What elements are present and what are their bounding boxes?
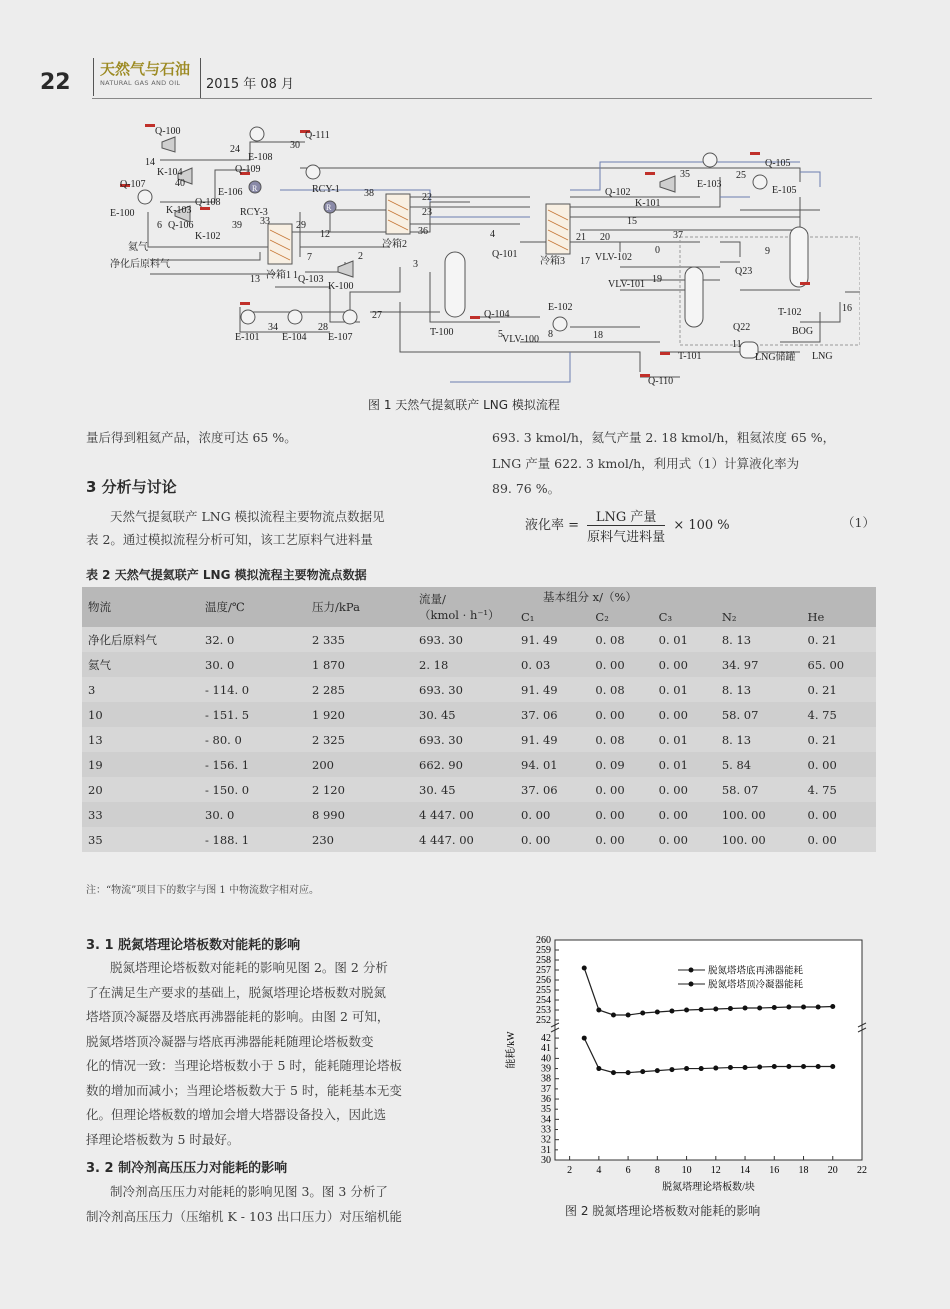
journal-logo — [93, 58, 206, 96]
y-tick-label: 38 — [541, 1073, 551, 1085]
fig1-label: 8 — [548, 329, 553, 340]
fig1-label: 19 — [652, 274, 662, 285]
table-cell: 693. 30 — [413, 627, 515, 652]
table-cell: 0. 00 — [653, 702, 716, 727]
table-cell: 4 447. 00 — [413, 827, 515, 852]
table-cell: 100. 00 — [716, 802, 802, 827]
table-cell: 4 447. 00 — [413, 802, 515, 827]
body-line: 化。但理论塔板数的增加会增大塔器设备投入，因此选 — [86, 1107, 387, 1122]
th-n2: N₂ — [716, 607, 802, 627]
data-point — [669, 1067, 674, 1072]
section-heading: 3 分析与讨论 — [86, 478, 177, 496]
figure2-caption: 图 2 脱氮塔理论塔板数对能耗的影响 — [565, 1204, 761, 1218]
table-cell: 0. 00 — [589, 827, 652, 852]
data-point — [830, 1004, 835, 1009]
y-tick-label: 256 — [536, 975, 551, 986]
fig1-label: Q-111 — [305, 130, 330, 141]
body-line: 择理论塔板数为 5 时最好。 — [86, 1131, 240, 1147]
x-tick-label: 22 — [857, 1165, 867, 1176]
fig1-label: 5 — [498, 329, 503, 340]
x-tick-label: 6 — [625, 1165, 631, 1176]
y-tick-label: 31 — [541, 1144, 551, 1156]
y-tick-label: 33 — [541, 1124, 551, 1136]
table-row — [82, 752, 876, 777]
fig1-label: 13 — [250, 274, 260, 285]
table-cell: 1 870 — [306, 652, 413, 677]
table-cell: 32. 0 — [199, 627, 306, 652]
data-point — [801, 1064, 806, 1069]
x-tick-label: 12 — [710, 1165, 721, 1176]
table-cell: 37. 06 — [515, 702, 589, 727]
table-row — [82, 702, 876, 727]
subsection-heading: 3. 1 脱氮塔理论塔板数对能耗的影响 — [86, 938, 301, 953]
fig1-label: 6 — [157, 220, 162, 231]
table-row — [82, 727, 876, 752]
table-cell: 2 335 — [306, 627, 413, 652]
table-cell: 19 — [82, 752, 199, 777]
data-point — [728, 1006, 733, 1011]
table-cell: 2 285 — [306, 677, 413, 702]
y-tick-label: 259 — [536, 945, 551, 956]
table-cell: 8. 13 — [716, 727, 802, 752]
fig1-label: Q-104 — [484, 309, 510, 320]
body-paragraph: LNG 产量 622. 3 kmol/h，利用式（1）计算液化率为 — [492, 456, 800, 471]
fig1-label: Q-109 — [235, 164, 261, 175]
data-point — [713, 1007, 718, 1012]
table-cell: - 188. 1 — [199, 827, 306, 852]
page-number: 22 — [40, 70, 71, 95]
fig1-label: K-100 — [328, 281, 354, 292]
fig1-label: Q-105 — [765, 158, 791, 169]
table-cell: 662. 90 — [413, 752, 515, 777]
table-cell: 0. 01 — [653, 727, 716, 752]
fig1-label: Q22 — [733, 322, 751, 333]
fig1-label: 3 — [413, 259, 418, 270]
data-point — [743, 1006, 748, 1011]
table-cell: 0. 21 — [802, 677, 876, 702]
data-point — [582, 966, 587, 971]
table-cell: 693. 30 — [413, 727, 515, 752]
fig1-label: 18 — [593, 330, 603, 341]
table2-caption: 表 2 天然气提氦联产 LNG 模拟流程主要物流点数据 — [86, 568, 367, 582]
x-tick-label: 16 — [769, 1165, 780, 1176]
fig1-label: 22 — [422, 192, 432, 203]
table-cell: 0. 00 — [802, 752, 876, 777]
fig1-label: 39 — [232, 220, 242, 231]
fig1-label: 28 — [318, 322, 328, 333]
figure1-flow-diagram — [100, 112, 860, 390]
table-cell: 0. 00 — [589, 802, 652, 827]
body-line: 制冷剂高压压力对能耗的影响见图 3。图 3 分析了 — [110, 1184, 388, 1199]
fig1-label: 25 — [736, 170, 746, 181]
table-cell: 1 920 — [306, 702, 413, 727]
fig1-label: 14 — [145, 157, 155, 168]
table-cell: 净化后原料气 — [82, 627, 199, 652]
fig1-label: Q-100 — [155, 126, 181, 137]
data-point — [830, 1064, 835, 1069]
table-cell: 30. 0 — [199, 652, 306, 677]
table-cell: 58. 07 — [716, 702, 802, 727]
y-tick-label: 258 — [536, 955, 551, 966]
data-point — [699, 1007, 704, 1012]
table-row — [82, 777, 876, 802]
x-tick-label: 4 — [596, 1165, 602, 1176]
fig1-label: 37 — [673, 230, 683, 241]
data-point — [728, 1065, 733, 1070]
data-point — [786, 1005, 791, 1010]
data-point — [640, 1011, 645, 1016]
body-paragraph: 693. 3 kmol/h，氦气产量 2. 18 kmol/h，粗氦浓度 65 %， — [492, 430, 836, 445]
legend-label: 脱氮塔塔底再沸器能耗 — [708, 966, 804, 977]
data-point — [582, 1036, 587, 1041]
equation-denominator: 原料气进料量 — [587, 530, 666, 545]
table-cell: 0. 08 — [589, 627, 652, 652]
body-line: 了在满足生产要求的基础上，脱氮塔理论塔板数对脱氮 — [86, 984, 387, 1000]
fig1-label: Q-103 — [298, 274, 324, 285]
fig1-label: 34 — [268, 322, 278, 333]
fig1-label: 9 — [765, 246, 770, 257]
fig1-label: 冷箱2 — [382, 239, 407, 250]
table-row — [82, 652, 876, 677]
table-cell: 30. 45 — [413, 777, 515, 802]
header-rule — [92, 98, 872, 99]
y-tick-label: 39 — [541, 1063, 551, 1075]
fig1-label: E-102 — [548, 302, 573, 313]
x-tick-label: 20 — [827, 1165, 838, 1176]
data-point — [772, 1005, 777, 1010]
fig1-label: BOG — [792, 326, 814, 337]
table-cell: 2 120 — [306, 777, 413, 802]
fig1-label: E-100 — [110, 208, 135, 219]
fig1-label: 17 — [580, 256, 590, 267]
y-tick-label: 252 — [536, 1015, 551, 1026]
th-flow: 流量/ （kmol · h⁻¹） — [413, 587, 515, 627]
equation-number: （1） — [842, 515, 875, 530]
fig1-label: 净化后原料气 — [110, 259, 170, 270]
fig1-label: 氦气 — [128, 242, 148, 253]
x-tick-label: 18 — [798, 1165, 809, 1176]
fig1-label: LNG — [812, 351, 833, 362]
fig1-label: VLV-102 — [595, 252, 633, 263]
th-temp: 温度/℃ — [199, 587, 306, 627]
body-paragraph: 天然气提氦联产 LNG 模拟流程主要物流点数据见 — [110, 509, 385, 524]
body-paragraph: 89. 76 %。 — [492, 481, 561, 496]
table-cell: 10 — [82, 702, 199, 727]
table-cell: 30. 45 — [413, 702, 515, 727]
table-cell: 0. 21 — [802, 627, 876, 652]
table-cell: 0. 00 — [589, 702, 652, 727]
body-line: 脱氮塔理论塔板数对能耗的影响见图 2。图 2 分析 — [110, 960, 388, 975]
fig1-label: Q-106 — [168, 220, 194, 231]
data-point — [757, 1006, 762, 1011]
th-c1: C₁ — [515, 607, 589, 627]
figure2-line-chart — [500, 925, 880, 1200]
table-cell: 0. 01 — [653, 677, 716, 702]
x-axis-label: 脱氮塔理论塔板数/块 — [662, 1182, 755, 1193]
table-cell: 0. 01 — [653, 752, 716, 777]
table-cell: - 114. 0 — [199, 677, 306, 702]
th-composition: 基本组分 x/（%） — [515, 587, 876, 607]
fig1-label: 27 — [372, 310, 382, 321]
table-cell: 3 — [82, 677, 199, 702]
table-cell: 0. 00 — [653, 802, 716, 827]
fig1-label: 4 — [490, 229, 495, 240]
y-tick-label: 34 — [541, 1114, 551, 1126]
fig1-label: 11 — [732, 339, 742, 350]
table-cell: 0. 00 — [653, 827, 716, 852]
data-point — [655, 1010, 660, 1015]
table-cell: 0. 00 — [802, 827, 876, 852]
table-cell: 65. 00 — [802, 652, 876, 677]
fig1-label: 36 — [418, 226, 428, 237]
fig1-label: Q23 — [735, 266, 753, 277]
data-point — [743, 1065, 748, 1070]
table-cell: 91. 49 — [515, 627, 589, 652]
th-press: 压力/kPa — [306, 587, 413, 627]
fig1-label: 23 — [422, 207, 432, 218]
body-line: 数的增加而减小；当理论塔板数大于 5 时，能耗基本无变 — [86, 1082, 402, 1098]
fig1-label: K-103 — [166, 205, 192, 216]
data-point — [801, 1005, 806, 1010]
data-point — [772, 1064, 777, 1069]
equation-numerator: LNG 产量 — [587, 506, 665, 526]
figure1-caption: 图 1 天然气提氦联产 LNG 模拟流程 — [368, 398, 560, 412]
body-paragraph: 表 2。通过模拟流程分析可知，该工艺原料气进料量 — [86, 532, 373, 547]
table-row — [82, 802, 876, 827]
fig1-label: 33 — [260, 216, 270, 227]
table-cell: 0. 21 — [802, 727, 876, 752]
fig1-label: 38 — [364, 188, 374, 199]
equation-rhs: × 100 % — [673, 518, 730, 533]
table-cell: 0. 00 — [653, 777, 716, 802]
table-cell: 氦气 — [82, 652, 199, 677]
fig1-label: 0 — [655, 245, 660, 256]
fig1-label: K-104 — [157, 167, 183, 178]
legend-marker — [689, 968, 694, 973]
table-cell: 4. 75 — [802, 702, 876, 727]
table-cell: 8 990 — [306, 802, 413, 827]
fig1-label: 29 — [296, 220, 306, 231]
data-point — [611, 1070, 616, 1075]
fig1-label: E-106 — [218, 187, 243, 198]
fig1-label: T-102 — [778, 307, 802, 318]
data-point — [757, 1065, 762, 1070]
data-point — [626, 1013, 631, 1018]
table-cell: 0. 08 — [589, 677, 652, 702]
data-point — [640, 1069, 645, 1074]
x-tick-label: 10 — [681, 1165, 692, 1176]
table-cell: 91. 49 — [515, 677, 589, 702]
body-line: 制冷剂高压压力（压缩机 K - 103 出口压力）对压缩机能 — [86, 1208, 402, 1224]
equation-fraction — [587, 506, 665, 545]
y-tick-label: 36 — [541, 1094, 551, 1106]
fig1-label: E-101 — [235, 332, 260, 343]
fig1-label: LNG储罐 — [755, 352, 796, 363]
x-tick-label: 14 — [740, 1165, 751, 1176]
table-cell: 0. 00 — [589, 777, 652, 802]
data-point — [699, 1066, 704, 1071]
table-cell: - 150. 0 — [199, 777, 306, 802]
fig1-label: K-101 — [635, 198, 661, 209]
fig1-label: T-100 — [430, 327, 454, 338]
legend-marker — [689, 982, 694, 987]
fig1-label: 35 — [680, 169, 690, 180]
fig1-label: 24 — [230, 144, 240, 155]
fig1-label: T-101 — [678, 351, 702, 362]
data-point — [786, 1064, 791, 1069]
table-cell: 4. 75 — [802, 777, 876, 802]
y-tick-label: 30 — [541, 1155, 551, 1166]
data-point — [611, 1013, 616, 1018]
y-tick-label: 257 — [536, 965, 551, 976]
legend-label: 脱氮塔塔顶冷凝器能耗 — [708, 980, 804, 991]
y-tick-label: 40 — [541, 1053, 551, 1065]
fig1-label: Q-101 — [492, 249, 518, 260]
table-cell: 94. 01 — [515, 752, 589, 777]
body-line: 塔塔顶冷凝器及塔底再沸器能耗的影响。由图 2 可知， — [86, 1009, 390, 1024]
table-cell: 0. 00 — [515, 802, 589, 827]
fig1-label: E-107 — [328, 332, 353, 343]
table-cell: 0. 00 — [515, 827, 589, 852]
journal-title-cn: 天然气与石油 — [100, 60, 191, 78]
fig1-label: E-105 — [772, 185, 797, 196]
table-row — [82, 677, 876, 702]
th-c3: C₃ — [653, 607, 716, 627]
data-point — [816, 1005, 821, 1010]
table-cell: 30. 0 — [199, 802, 306, 827]
fig1-label: 15 — [627, 216, 637, 227]
fig1-label: 40 — [175, 178, 185, 189]
fig1-label: R — [326, 203, 332, 212]
table-cell: 0. 03 — [515, 652, 589, 677]
data-point — [655, 1068, 660, 1073]
table2-note: 注：“物流”项目下的数字与图 1 中物流数字相对应。 — [86, 885, 319, 896]
table-cell: 20 — [82, 777, 199, 802]
fig1-label: E-103 — [697, 179, 722, 190]
data-point — [596, 1008, 601, 1013]
y-tick-label: 255 — [536, 985, 551, 996]
issue-date: 2015 年 08 月 — [206, 77, 295, 92]
th-c2: C₂ — [589, 607, 652, 627]
body-line: 化的情况一致：当理论塔板数小于 5 时，能耗随理论塔板 — [86, 1058, 402, 1073]
fig1-label: 冷箱1 — [266, 270, 291, 281]
table-cell: 693. 30 — [413, 677, 515, 702]
table-cell: 37. 06 — [515, 777, 589, 802]
fig1-label: 7 — [307, 252, 312, 263]
fig1-label: K-102 — [195, 231, 221, 242]
table-cell: 33 — [82, 802, 199, 827]
fig1-label: 1 — [293, 270, 298, 281]
fig1-label: 冷箱3 — [540, 256, 565, 267]
equation-lhs: 液化率 = — [525, 518, 580, 533]
journal-title-en: NATURAL GAS AND OIL — [100, 79, 181, 87]
fig1-label: 12 — [320, 229, 330, 240]
equation-1 — [525, 506, 730, 545]
table-cell: - 156. 1 — [199, 752, 306, 777]
data-point — [626, 1070, 631, 1075]
table-cell: 34. 97 — [716, 652, 802, 677]
fig1-label: VLV-100 — [502, 334, 540, 345]
table-cell: 0. 09 — [589, 752, 652, 777]
table-cell: 100. 00 — [716, 827, 802, 852]
y-tick-label: 37 — [541, 1083, 551, 1095]
table-cell: 13 — [82, 727, 199, 752]
table-cell: - 151. 5 — [199, 702, 306, 727]
fig1-label: Q-108 — [195, 197, 221, 208]
table-cell: 35 — [82, 827, 199, 852]
th-stream: 物流 — [82, 587, 199, 627]
table-cell: 2 325 — [306, 727, 413, 752]
fig1-label: Q-102 — [605, 187, 631, 198]
fig1-label: 30 — [290, 140, 300, 151]
fig1-label: 21 — [576, 232, 586, 243]
table-cell: 0. 00 — [653, 652, 716, 677]
subsection-heading: 3. 2 制冷剂高压压力对能耗的影响 — [86, 1161, 288, 1176]
table-cell: 200 — [306, 752, 413, 777]
table-row — [82, 627, 876, 652]
fig1-label: 16 — [842, 303, 852, 314]
y-tick-label: 41 — [541, 1043, 551, 1055]
table-cell: 230 — [306, 827, 413, 852]
table-cell: - 80. 0 — [199, 727, 306, 752]
fig1-label: Q-110 — [648, 376, 674, 387]
table-cell: 8. 13 — [716, 627, 802, 652]
y-tick-label: 254 — [536, 995, 551, 1006]
fig1-label: 2 — [358, 251, 363, 262]
y-tick-label: 35 — [541, 1104, 551, 1116]
fig1-label: E-108 — [248, 152, 273, 163]
fig1-label: RCY-3 — [240, 207, 268, 218]
body-line: 脱氮塔塔顶冷凝器与塔底再沸器能耗随理论塔板数变 — [86, 1033, 374, 1049]
data-point — [684, 1008, 689, 1013]
x-tick-label: 2 — [567, 1165, 573, 1176]
y-tick-label: 32 — [541, 1134, 551, 1146]
table-cell: 0. 00 — [802, 802, 876, 827]
x-tick-label: 8 — [654, 1165, 660, 1176]
data-point — [669, 1009, 674, 1014]
table-cell: 91. 49 — [515, 727, 589, 752]
data-point — [713, 1066, 718, 1071]
table-cell: 2. 18 — [413, 652, 515, 677]
table-row — [82, 827, 876, 852]
table-cell: 0. 01 — [653, 627, 716, 652]
body-paragraph: 量后得到粗氦产品，浓度可达 65 %。 — [86, 430, 297, 445]
y-tick-label: 253 — [536, 1005, 551, 1016]
fig1-label: E-104 — [282, 332, 307, 343]
y-axis-label: 能耗/kW — [506, 1031, 517, 1069]
fig1-label: Q-107 — [120, 179, 146, 190]
table-cell: 58. 07 — [716, 777, 802, 802]
y-tick-label: 42 — [541, 1033, 551, 1045]
table2 — [82, 587, 876, 852]
data-point — [684, 1066, 689, 1071]
fig1-label: R — [252, 184, 258, 193]
y-tick-label: 260 — [536, 935, 551, 946]
table-cell: 0. 00 — [589, 652, 652, 677]
fig1-label: RCY-1 — [312, 184, 340, 195]
data-point — [816, 1064, 821, 1069]
table-cell: 5. 84 — [716, 752, 802, 777]
data-point — [596, 1066, 601, 1071]
table-cell: 8. 13 — [716, 677, 802, 702]
th-he: He — [802, 607, 876, 627]
fig1-label: VLV-101 — [608, 279, 646, 290]
fig1-label: 20 — [600, 232, 610, 243]
table-cell: 0. 08 — [589, 727, 652, 752]
